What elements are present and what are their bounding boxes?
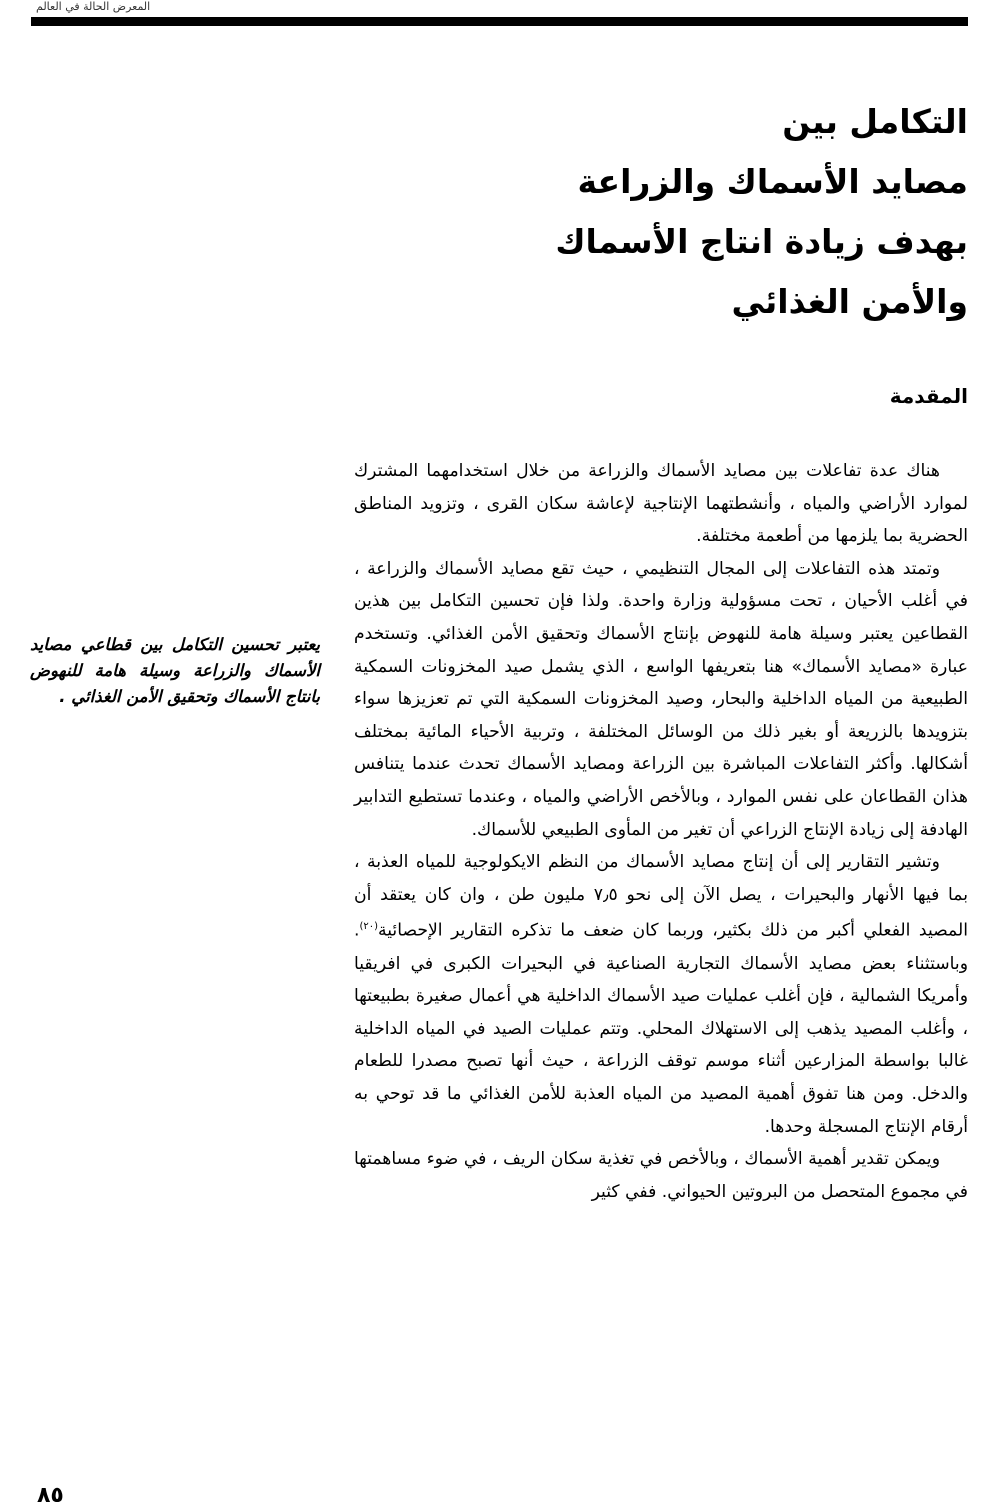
paragraph: ويمكن تقدير أهمية الأسماك ، وبالأخص في تغذية سكان الريف ، في ضوء مساهمتها في مجموع المتحصل من البروتين الحيواني. ففي كثير (354, 1149, 968, 1202)
title-line: والأمن الغذائي (731, 282, 968, 321)
paragraph: هناك عدة تفاعلات بين مصايد الأسماك والزراعة من خلال استخدامهما المشترك لموارد الأراضي والمياه ، وأنشطتهما الإنتاجية لإعاشة سكان القرى ، وتزويد المناطق الحضرية بما يلزمها من أطعمة مختلفة. (354, 461, 968, 547)
paragraph-text: وتشير التقارير إلى أن إنتاج مصايد الأسماك من النظم الايكولوجية للمياه العذبة ، بما فيها الأنهار والبحيرات ، يصل الآن إلى نحو ٧٫٥ مليون طن ، وان كان يعتقد أن المصيد الفعلي أكبر من ذلك بكثير، وربما كان ضعف ما تذكره التقارير الإحصائية (354, 852, 968, 942)
title-line: مصايد الأسماك والزراعة (577, 162, 968, 201)
section-heading: المقدمة (889, 384, 968, 408)
pull-quote: يعتبر تحسين التكامل بين قطاعي مصايد الأسماك والزراعة وسيلة هامة للنهوض بانتاج الأسماك وتحقيق الأمن الغذائي . (30, 635, 320, 706)
paragraph-text: وباستثناء بعض مصايد الأسماك التجارية الصناعية في البحيرات الكبرى في افريقيا وأمريكا الشمالية ، فإن أغلب عمليات صيد الأسماك الداخلية هي أعمال صغيرة بطبيعتها ، وأغلب المصيد يذهب إلى الاستهلاك المحلي. وتتم عمليات الصيد في المياه الداخلية غالبا بواسطة المزارعين أثناء موسم توقف الزراعة ، حيث أنها تصبح مصدرا للطعام والدخل. ومن هنا تفوق أهمية المصيد من المياه العذبة للأمن الغذائي ما قد توحي به أرقام الإنتاج المسجلة وحدها. (354, 953, 968, 1137)
running-head: المعرض الحالة في العالم (36, 0, 151, 13)
title-line: التكامل بين (782, 102, 968, 141)
article-title (408, 92, 968, 332)
paragraph: وتمتد هذه التفاعلات إلى المجال التنظيمي ، حيث تقع مصايد الأسماك والزراعة ، في أغلب الأحيان ، تحت مسؤولية وزارة واحدة. ولذا فإن تحسين التكامل بين هذين القطاعين يعتبر وسيلة هامة للنهوض بإنتاج الأسماك وتحقيق الأمن الغذائي. وتستخدم عبارة «مصايد الأسماك» هنا بتعريفها الواسع ، الذي يشمل صيد المخزونات السمكية الطبيعية من المياه الداخلية والبحار، وصيد المخزونات السمكية التي تم تعزيزها سواء بتزويدها بالزريعة أو بغير ذلك من الوسائل المختلفة ، وتربية الأحياء المائية بمختلف أشكالها. وأكثر التفاعلات المباشرة بين الزراعة ومصايد الأسماك تحدث عندما يتنافس هذان القطاعان على نفس الموارد ، وبالأخص الأراضي والمياه ، وعندما تستطيع التدابير الهادفة إلى زيادة الإنتاج الزراعي أن تغير من المأوى الطبيعي للأسماك. (354, 558, 968, 840)
body-text (354, 455, 968, 1208)
title-line: بهدف زيادة انتاج الأسماك (555, 222, 968, 261)
footnote-reference: (٢٠) (359, 921, 379, 933)
header-rule (31, 17, 968, 26)
paragraph: وتشير التقارير إلى أن إنتاج مصايد الأسماك من النظم الايكولوجية للمياه العذبة ، بما فيها الأنهار والبحيرات ، يصل الآن إلى نحو ٧٫٥ مليون طن ، وان كان يعتقد أن المصيد الفعلي أكبر من ذلك بكثير، وربما كان ضعف ما تذكره التقارير الإحصائية$^{(٢٠)}$. وباستثناء بعض مصايد الأسماك التجارية الصناعية في البحيرات الكبرى في افريقيا وأمريكا الشمالية ، فإن أغلب عمليات صيد الأسماك الداخلية هي أعمال صغيرة بطبيعتها ، وأغلب المصيد يذهب إلى الاستهلاك المحلي. وتتم عمليات الصيد في المياه الداخلية غالبا بواسطة المزارعين أثناء موسم توقف الزراعة ، حيث أنها تصبح مصدرا للطعام والدخل. ومن هنا تفوق أهمية المصيد من المياه العذبة للأمن الغذائي ما قد توحي به أرقام الإنتاج المسجلة وحدها. (354, 852, 968, 1137)
page-number: ٨٥ (37, 1483, 64, 1508)
